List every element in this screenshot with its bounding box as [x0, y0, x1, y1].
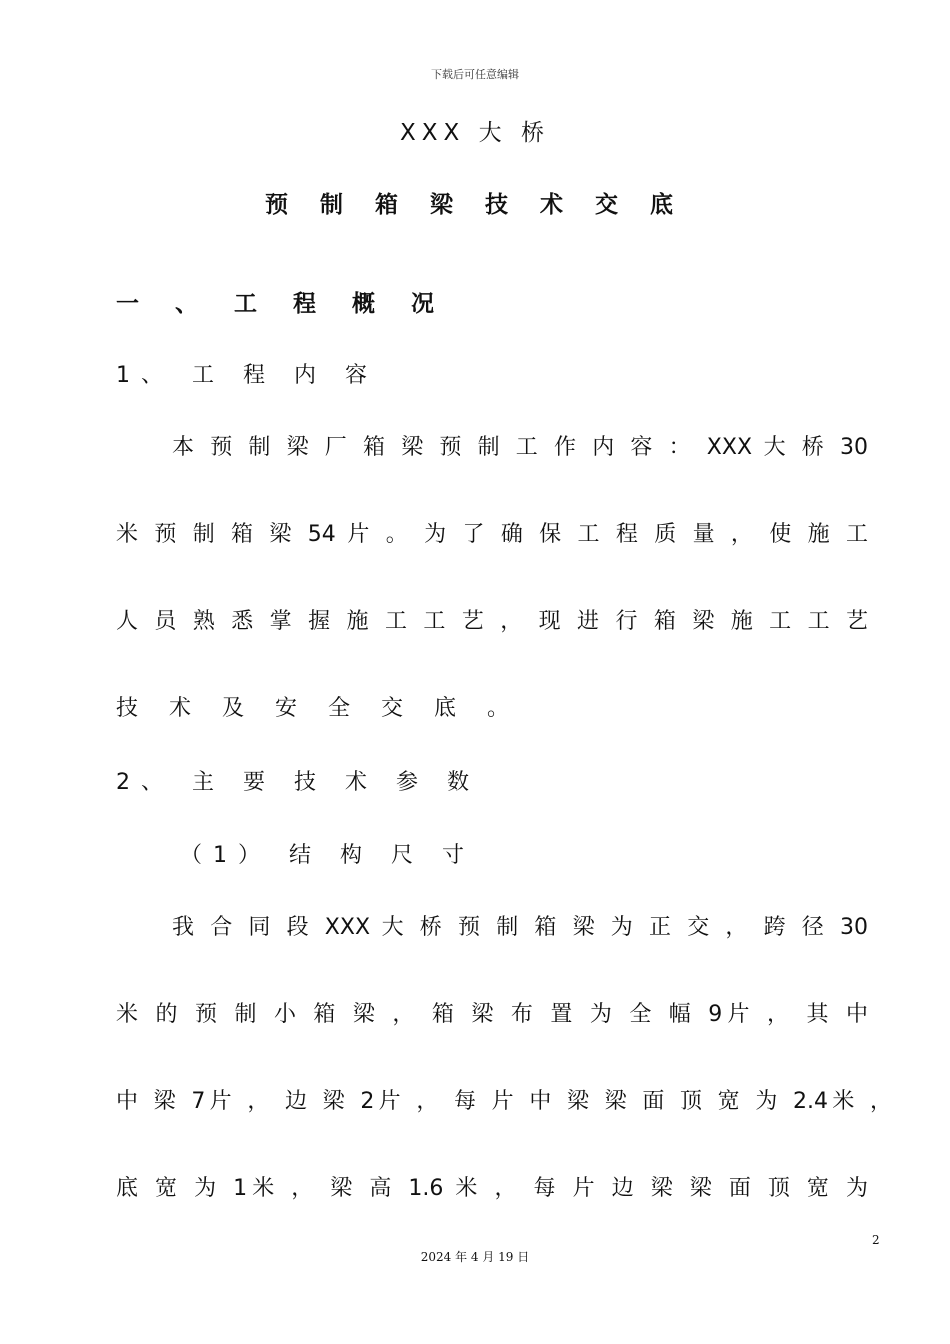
page-number: 2 [872, 1233, 880, 1247]
document-subtitle: 预 制 箱 梁 技 术 交 底 [264, 192, 686, 218]
paragraph-line: 我 合 同 段 XXX 大 桥 预 制 箱 梁 为 正 交 ， 跨 径 30 [172, 915, 868, 940]
paragraph-line: 米 预 制 箱 梁 54 片 。 为 了 确 保 工 程 质 量 ， 使 施 工 [116, 522, 868, 547]
paragraph-line: 中 梁 7片 ， 边 梁 2片 ， 每 片 中 梁 梁 面 顶 宽 为 2.4米 ， [116, 1089, 892, 1114]
paragraph-line: 技 术 及 安 全 交 底 。 [116, 696, 521, 721]
paragraph-line: 本 预 制 梁 厂 箱 梁 预 制 工 作 内 容 ： XXX 大 桥 30 [172, 435, 868, 460]
subheading-project-content: 1、 工 程 内 容 [116, 363, 378, 388]
paragraph-line: 米 的 预 制 小 箱 梁 ， 箱 梁 布 置 为 全 幅 9片 ， 其 中 [116, 1002, 868, 1027]
section-heading-overview: 一 、 工 程 概 况 [116, 291, 449, 317]
paragraph-line: 人 员 熟 悉 掌 握 施 工 工 艺 ， 现 进 行 箱 梁 施 工 工 艺 [116, 609, 868, 634]
item-heading-structure-size: （1） 结 构 尺 寸 [180, 843, 475, 868]
document-title: XXX 大 桥 [400, 120, 550, 146]
subheading-technical-parameters: 2、 主 要 技 术 参 数 [116, 770, 480, 795]
paragraph-line: 底 宽 为 1米 ， 梁 高 1.6 米 ， 每 片 边 梁 梁 面 顶 宽 为 [116, 1176, 868, 1201]
header-note: 下载后可任意编辑 [431, 68, 519, 81]
footer-date: 2024 年 4 月 19 日 [420, 1250, 530, 1264]
